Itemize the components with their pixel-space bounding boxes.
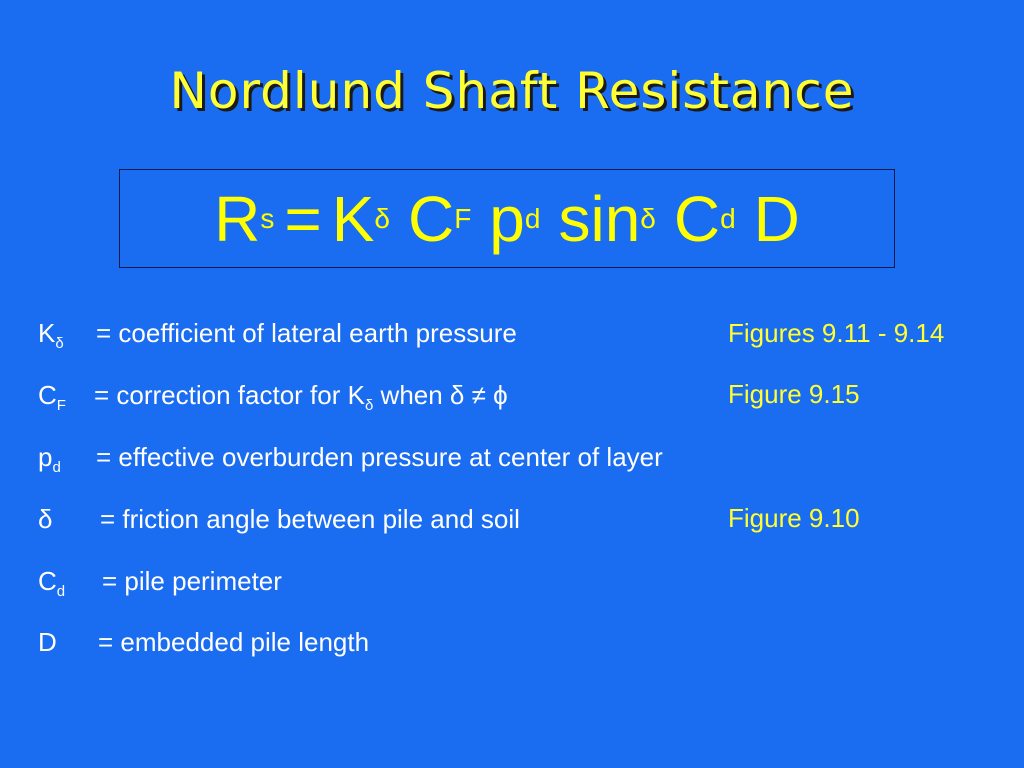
definition-symbol: $C_d$: [38, 566, 66, 601]
formula-d: D: [753, 182, 800, 255]
formula-cd-sub: d: [720, 202, 736, 234]
definition-symbol: $C_F$: [38, 380, 66, 415]
formula-cd: C: [673, 182, 721, 255]
formula-cf-sub: F: [454, 202, 472, 234]
formula-r-sub: s: [260, 202, 275, 234]
definition-text: = embedded pile length: [98, 627, 370, 657]
formula-r: R: [214, 182, 261, 255]
definition-text: = pile perimeter: [102, 566, 282, 596]
formula-sin-sub: δ: [640, 202, 656, 234]
figure-ref-delta: Figure 9.10: [728, 503, 860, 533]
definition-text: = coefficient of lateral earth pressure: [96, 318, 517, 348]
formula-sin: sin: [558, 182, 641, 255]
definition-symbol: $K_\delta$: [38, 318, 64, 353]
definition-text: = effective overburden pressure at center of layer: [96, 442, 663, 472]
definition-symbol: $p_d$: [38, 442, 61, 477]
definition-text: = correction factor for $K_\delta$ when δ ≠ ϕ: [94, 380, 508, 415]
definition-symbol: δ: [38, 504, 53, 534]
formula-equals: =: [284, 182, 322, 255]
figure-ref-k-delta: Figures 9.11 - 9.14: [728, 318, 945, 348]
formula-p-sub: d: [524, 202, 541, 234]
definition-text: = friction angle between pile and soil: [100, 504, 520, 534]
slide-title: Nordlund Shaft Resistance: [169, 62, 855, 120]
formula-box: [119, 169, 895, 268]
formula-k: K: [331, 182, 375, 255]
formula-cf: C: [407, 182, 455, 255]
formula-k-sub: δ: [374, 202, 390, 234]
figure-ref-cf: Figure 9.15: [728, 379, 860, 409]
formula-p: p: [489, 182, 525, 255]
definition-symbol: D: [38, 627, 57, 657]
